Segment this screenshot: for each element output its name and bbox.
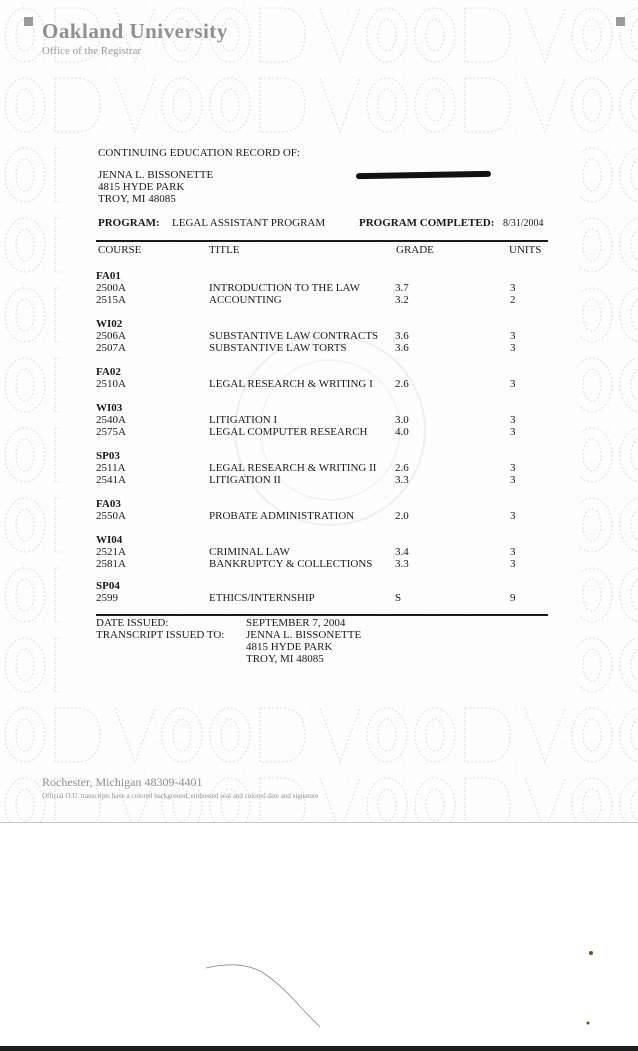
course-title: LITIGATION II [209, 474, 281, 486]
course-course: 2581A [96, 558, 126, 570]
course-course: 2550A [96, 510, 126, 522]
course-title: LEGAL RESEARCH & WRITING I [209, 378, 373, 390]
course-course: 2511A [96, 462, 126, 474]
program-completed-label: PROGRAM COMPLETED: [359, 217, 495, 229]
header-rule [96, 240, 548, 242]
col-header-title: TITLE [209, 244, 240, 256]
course-title: ETHICS/INTERNSHIP [209, 592, 315, 604]
course-units: 3 [510, 546, 516, 558]
office-name: Office of the Registrar [42, 45, 142, 57]
date-issued-label: DATE ISSUED: [96, 617, 169, 629]
course-grade: 3.4 [395, 546, 409, 558]
scan-bottom-edge [0, 1046, 638, 1051]
course-grade: 3.2 [395, 294, 409, 306]
course-grade: 3.3 [395, 558, 409, 570]
course-grade: 2.6 [395, 462, 409, 474]
course-units: 3 [510, 378, 516, 390]
course-grade: 2.6 [395, 378, 409, 390]
scan-artifacts [0, 822, 638, 1051]
student-address-line2: TROY, MI 48085 [98, 193, 176, 205]
footer-note: Official O.U. transcripts have a colored background, embossed seal and colored date and signature [42, 792, 319, 800]
course-grade: 4.0 [395, 426, 409, 438]
course-units: 3 [510, 426, 516, 438]
term-label: WI04 [96, 534, 123, 546]
program-label: PROGRAM: [98, 217, 160, 229]
issued-to-address-line2: TROY, MI 48085 [246, 653, 324, 665]
course-grade: 3.6 [395, 330, 409, 342]
course-grade: 3.3 [395, 474, 409, 486]
course-units: 3 [510, 414, 516, 426]
course-title: LITIGATION I [209, 414, 278, 426]
corner-mark [24, 17, 33, 26]
course-units: 3 [510, 282, 516, 294]
course-grade: S [395, 592, 402, 604]
university-name: Oakland University [42, 19, 228, 43]
scan-stray-line [206, 965, 320, 1027]
course-course: 2515A [96, 294, 126, 306]
term-label: WI02 [96, 318, 123, 330]
scan-speck [589, 951, 593, 955]
term-label: WI03 [96, 402, 123, 414]
course-course: 2541A [96, 474, 126, 486]
course-course: 2599 [96, 592, 118, 604]
course-units: 3 [510, 330, 516, 342]
date-issued-value: SEPTEMBER 7, 2004 [246, 617, 346, 629]
col-header-units: UNITS [509, 244, 542, 256]
course-units: 3 [510, 510, 516, 522]
issued-to-label: TRANSCRIPT ISSUED TO: [96, 629, 225, 641]
course-title: BANKRUPTCY & COLLECTIONS [209, 558, 373, 570]
program-value: LEGAL ASSISTANT PROGRAM [172, 217, 326, 229]
student-address-line1: 4815 HYDE PARK [98, 181, 185, 193]
footer-city: Rochester, Michigan 48309-4401 [42, 775, 203, 789]
course-course: 2500A [96, 282, 126, 294]
footer-rule [96, 614, 548, 616]
course-title: LEGAL RESEARCH & WRITING II [209, 462, 377, 474]
course-title: ACCOUNTING [209, 294, 282, 306]
term-label: FA01 [96, 270, 121, 282]
issued-to-address-line1: 4815 HYDE PARK [246, 641, 333, 653]
course-grade: 3.6 [395, 342, 409, 354]
course-title: LEGAL COMPUTER RESEARCH [209, 426, 368, 438]
course-units: 3 [510, 558, 516, 570]
term-label: FA03 [96, 498, 121, 510]
course-grade: 2.0 [395, 510, 409, 522]
course-course: 2507A [96, 342, 126, 354]
course-title: PROBATE ADMINISTRATION [209, 510, 355, 522]
scan-speck [587, 1022, 590, 1025]
term-label: FA02 [96, 366, 121, 378]
corner-mark [616, 17, 625, 26]
course-course: 2540A [96, 414, 126, 426]
course-course: 2510A [96, 378, 126, 390]
col-header-grade: GRADE [396, 244, 434, 256]
record-title: CONTINUING EDUCATION RECORD OF: [98, 147, 300, 159]
course-course: 2506A [96, 330, 126, 342]
program-completed-date: 8/31/2004 [503, 218, 544, 229]
course-title: SUBSTANTIVE LAW CONTRACTS [209, 330, 379, 342]
course-title: SUBSTANTIVE LAW TORTS [209, 342, 347, 354]
student-name: JENNA L. BISSONETTE [98, 169, 214, 181]
term-label: SP04 [96, 580, 120, 592]
issued-to-name: JENNA L. BISSONETTE [246, 629, 362, 641]
term-label: SP03 [96, 450, 120, 462]
course-units: 9 [510, 592, 516, 604]
course-title: INTRODUCTION TO THE LAW [209, 282, 360, 294]
course-course: 2521A [96, 546, 126, 558]
course-course: 2575A [96, 426, 126, 438]
course-units: 3 [510, 474, 516, 486]
course-units: 2 [510, 294, 516, 306]
course-units: 3 [510, 342, 516, 354]
course-units: 3 [510, 462, 516, 474]
course-title: CRIMINAL LAW [209, 546, 290, 558]
course-grade: 3.7 [395, 282, 409, 294]
col-header-course: COURSE [98, 244, 142, 256]
course-grade: 3.0 [395, 414, 409, 426]
